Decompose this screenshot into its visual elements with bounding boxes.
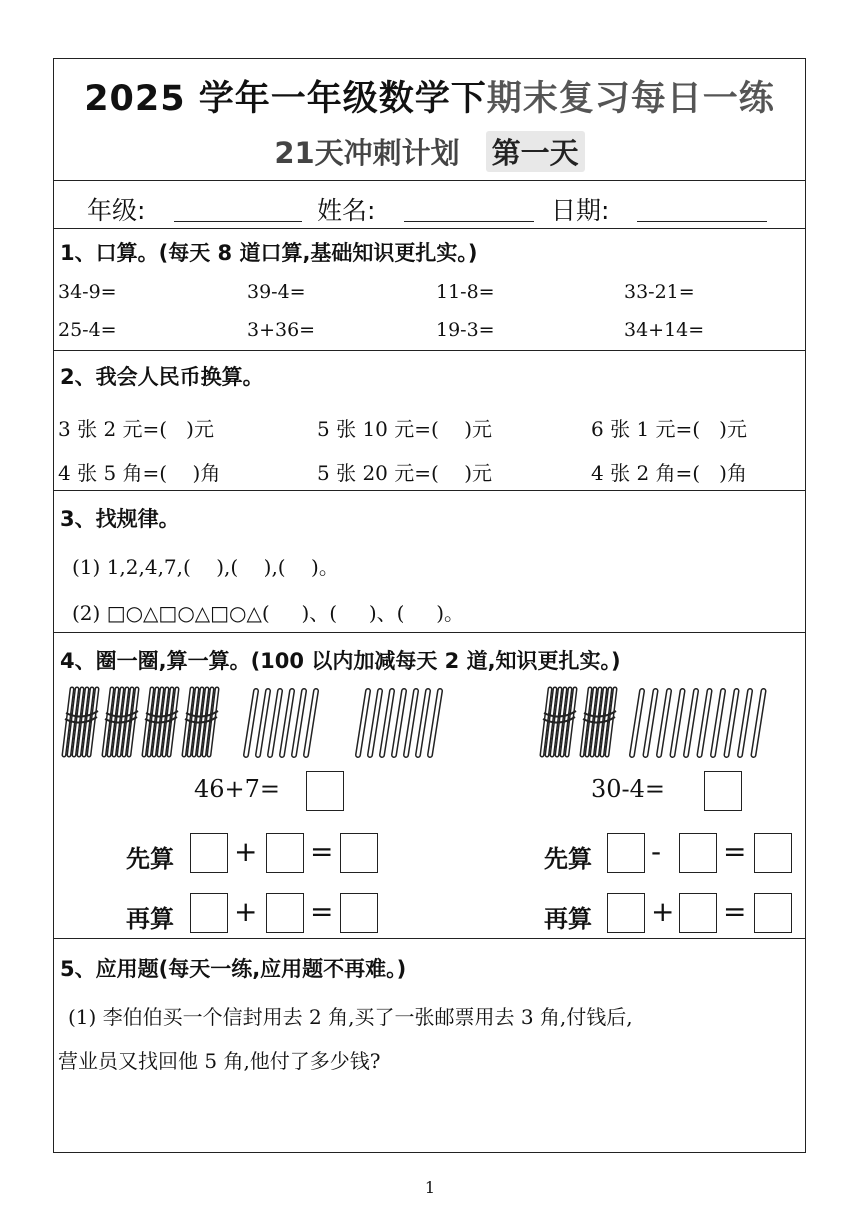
problem: 34-9= [58,281,117,303]
section1-heading: 1、口算。(每天 8 道口算,基础知识更扎实。) [60,241,478,265]
operator: + [651,895,675,928]
answer-box[interactable] [306,771,344,811]
single-stick [713,691,723,755]
right-first-label: 先算 [544,844,592,873]
section-word-problems [54,939,805,1152]
title-dim: 期末复习每日一练 [486,79,775,119]
operator: + [234,835,258,868]
single-stick [382,691,392,755]
currency-item: 3 张 2 元=( )元 [58,417,214,441]
pattern-question-2: (2) □○△□○△□○△( )、( )、( )。 [72,601,465,625]
section2-heading: 2、我会人民币换算。 [60,365,264,389]
date-blank[interactable] [637,221,767,222]
answer-box[interactable] [607,833,645,873]
stick-bundle [582,689,616,755]
left-then-label: 再算 [126,904,174,933]
single-stick [754,691,764,755]
equals-sign: = [723,895,747,928]
pattern-question-1: (1) 1,2,4,7,( ),( ),( )。 [72,555,339,579]
operator: - [651,835,662,868]
grade-blank[interactable] [174,221,302,222]
single-stick [358,691,368,755]
currency-item: 5 张 10 元=( )元 [317,417,493,441]
single-stick [700,691,710,755]
equals-sign: = [310,895,334,928]
single-stick [727,691,737,755]
page-number: 1 [424,1178,436,1197]
info-row [54,181,805,229]
problem: 34+14= [624,319,705,341]
single-stick [740,691,750,755]
single-stick [282,691,292,755]
answer-box[interactable] [679,833,717,873]
problem: 11-8= [436,281,495,303]
single-stick [258,691,268,755]
stick-bundle [104,689,138,755]
problem: 39-4= [247,281,306,303]
left-first-label: 先算 [126,844,174,873]
single-stick [632,691,642,755]
currency-item: 6 张 1 元=( )元 [591,417,747,441]
section-currency [54,351,805,491]
word-problem-line-2: 营业员又找回他 5 角,他付了多少钱? [58,1049,381,1073]
section4-heading: 4、圈一圈,算一算。(100 以内加减每天 2 道,知识更扎实。) [60,649,621,673]
problem: 25-4= [58,319,117,341]
page-title [54,71,805,121]
single-stick [370,691,380,755]
right-then-label: 再算 [544,904,592,933]
right-equation: 30-4= [591,775,666,803]
currency-item: 4 张 5 角=( )角 [58,461,221,485]
section-patterns [54,491,805,633]
header-section [54,59,805,181]
problem: 3+36= [247,319,316,341]
problem: 33-21= [624,281,695,303]
worksheet [53,58,806,1153]
currency-item: 4 张 2 角=( )角 [591,461,747,485]
answer-box[interactable] [340,833,378,873]
answer-box[interactable] [190,833,228,873]
single-stick [673,691,683,755]
single-stick [686,691,696,755]
answer-box[interactable] [266,833,304,873]
stick-bundle [542,689,576,755]
page-subtitle [54,131,805,172]
single-stick [406,691,416,755]
name-label: 姓名: [317,196,376,225]
single-stick [418,691,428,755]
equals-sign: = [723,835,747,868]
operator: + [234,895,258,928]
name-blank[interactable] [404,221,534,222]
stick-bundle [144,689,178,755]
section5-heading: 5、应用题(每天一练,应用题不再难。) [60,957,407,981]
subtitle-text: 21天冲刺计划 [274,136,460,170]
answer-box[interactable] [340,893,378,933]
single-stick [270,691,280,755]
single-stick [430,691,440,755]
answer-box[interactable] [704,771,742,811]
single-stick [394,691,404,755]
answer-box[interactable] [679,893,717,933]
currency-item: 5 张 20 元=( )元 [317,461,493,485]
single-stick [659,691,669,755]
word-problem-line-1: (1) 李伯伯买一个信封用去 2 角,买了一张邮票用去 3 角,付钱后, [68,1005,633,1029]
answer-box[interactable] [754,893,792,933]
day-badge: 第一天 [486,131,585,172]
problem: 19-3= [436,319,495,341]
single-stick [294,691,304,755]
single-stick [306,691,316,755]
single-stick [246,691,256,755]
section-mental-math [54,229,805,351]
single-stick [646,691,656,755]
grade-label: 年级: [87,196,146,225]
stick-bundle [184,689,218,755]
counting-sticks [54,685,804,765]
answer-box[interactable] [607,893,645,933]
answer-box[interactable] [266,893,304,933]
answer-area[interactable] [54,1089,805,1149]
stick-bundle [64,689,98,755]
answer-box[interactable] [190,893,228,933]
left-equation: 46+7= [194,775,281,803]
section-circle-calculate [54,633,805,939]
section3-heading: 3、找规律。 [60,507,180,531]
answer-box[interactable] [754,833,792,873]
equals-sign: = [310,835,334,868]
date-label: 日期: [551,196,610,225]
title-strong: 2025 学年一年级数学下 [84,79,487,119]
